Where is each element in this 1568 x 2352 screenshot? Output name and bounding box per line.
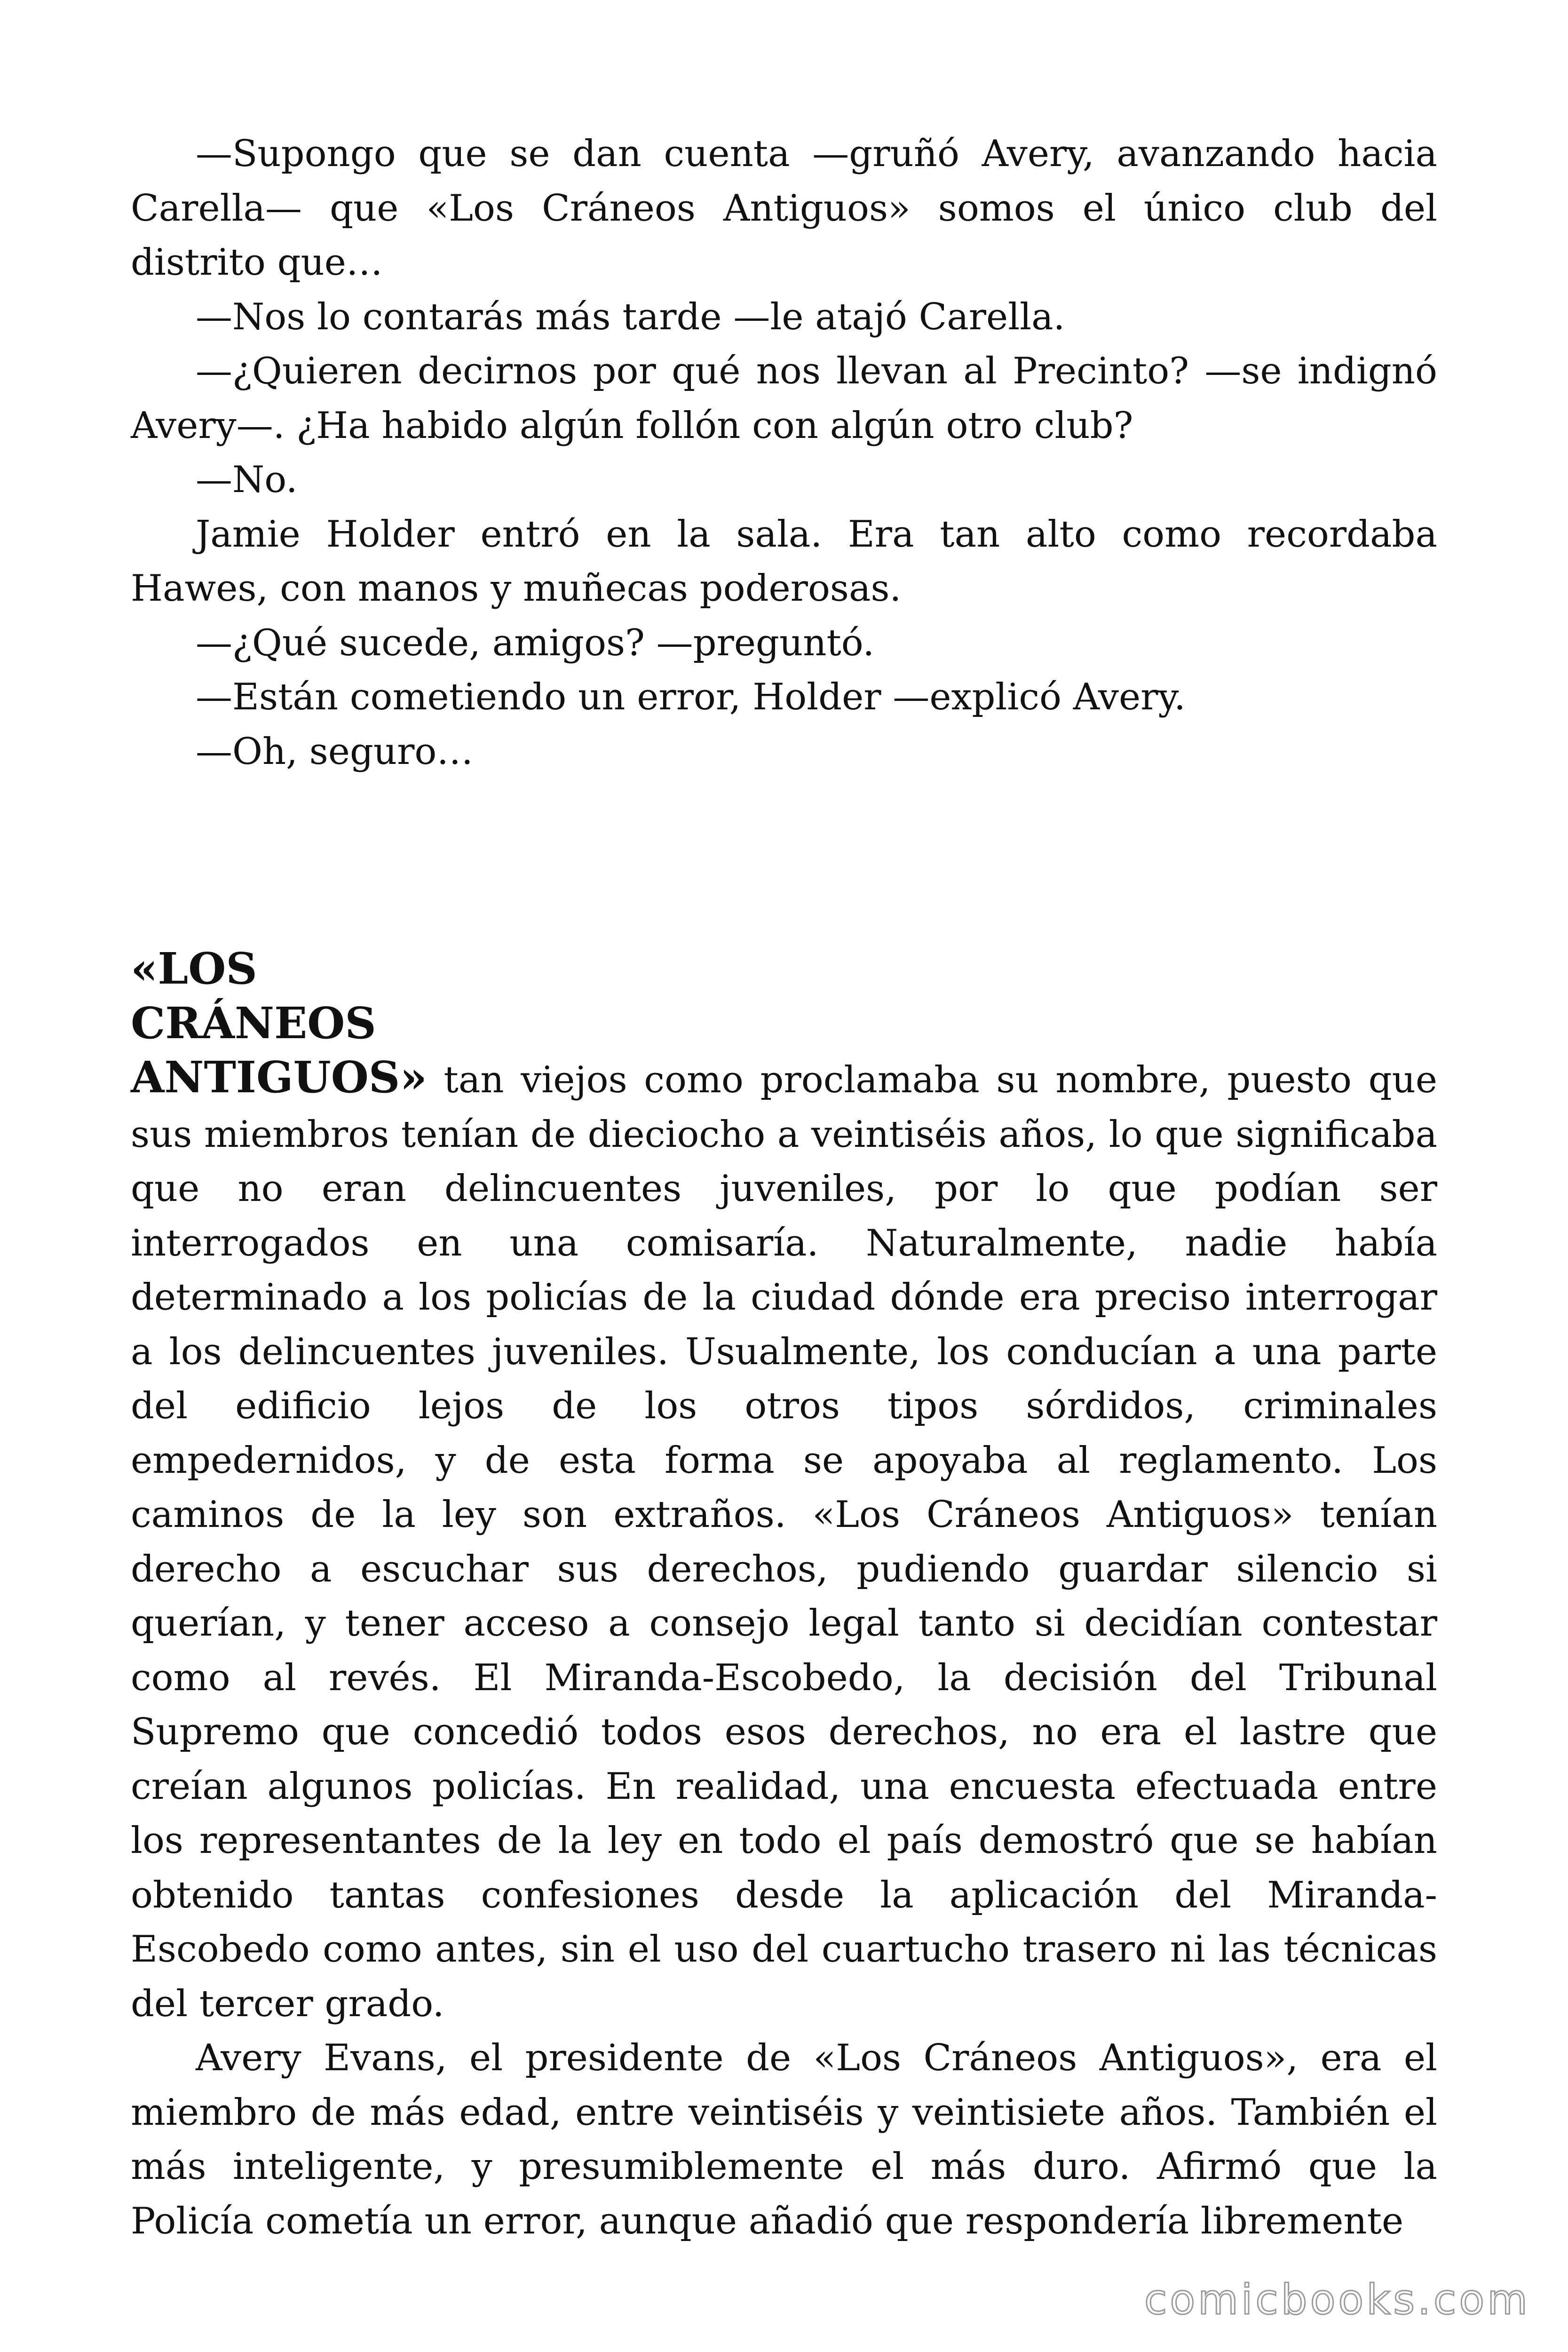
watermark: comicbooks.com [1144,2275,1530,2324]
section-break [131,779,1437,942]
page-text [131,127,1437,2249]
paragraph-1: —Supongo que se dan cuenta —gruñó Avery, avanzando hacia Carella— que «Los Cráneos Antiguos» somos el único club del distrito que… [131,133,1437,284]
section-last-paragraph: Avery Evans, el presidente de «Los Cráneos Antiguos», era el miembro de más edad, entre veintiséis y veintisiete años. También el más inteligente, y presumiblemente el más duro. Afirmó que la Policía cometía un error, aunque añadió que respondería libremente [131,2037,1437,2242]
section-opening-paragraph [131,942,1437,2031]
section-heading-line-2: CRÁNEOS [131,997,376,1049]
section-opening-text: tan viejos como proclamaba su nombre, puesto que sus miembros tenían de dieciocho a veintiséis años, lo que significaba que no eran delincuentes juveniles, por lo que podían ser interrogados en una comisaría. Naturalmente, nadie había determinado a los policías de la ciudad dónde era preciso interrogar a los delincuentes juveniles. Usualmente, los conducían a una parte del edificio lejos de los otros tipos sórdidos, criminales empedernidos, y de esta forma se apoyaba al reglamento. Los caminos de la ley son extraños. «Los Cráneos Antiguos» tenían derecho a escuchar sus derechos, pudiendo guardar silencio si querían, y tener acceso a consejo legal tanto si decidían contestar como al revés. El Miranda-Escobedo, la decisión del Tribunal Supremo que concedió todos esos derechos, no era el lastre que creían algunos policías. En realidad, una encuesta efectuada entre los representantes de la ley en todo el país demostró que se habían obtenido tantas confesiones desde la aplicación del Miranda-Escobedo como antes, sin el uso del cuartucho trasero ni las técnicas del tercer grado. [131,1059,1437,2025]
paragraph-3: —¿Quieren decirnos por qué nos llevan al Precinto? —se indignó Avery—. ¿Ha habido algún follón con algún otro club? [131,350,1437,447]
section-heading-line-3: ANTIGUOS» [131,1052,427,1103]
section-heading-line-1: «LOS [131,943,257,994]
paragraph-4: —No. [196,459,298,501]
paragraph-6: —¿Qué sucede, amigos? —preguntó. [196,621,875,664]
section-heading [131,942,422,1050]
paragraph-8: —Oh, seguro… [196,730,474,773]
paragraph-5: Jamie Holder entró en la sala. Era tan alto como recordaba Hawes, con manos y muñecas poderosas. [131,513,1437,610]
section-body [131,942,1437,2249]
paragraph-7: —Están cometiendo un error, Holder —explicó Avery. [196,676,1186,718]
paragraph-2: —Nos lo contarás más tarde —le atajó Carella. [196,295,1065,338]
